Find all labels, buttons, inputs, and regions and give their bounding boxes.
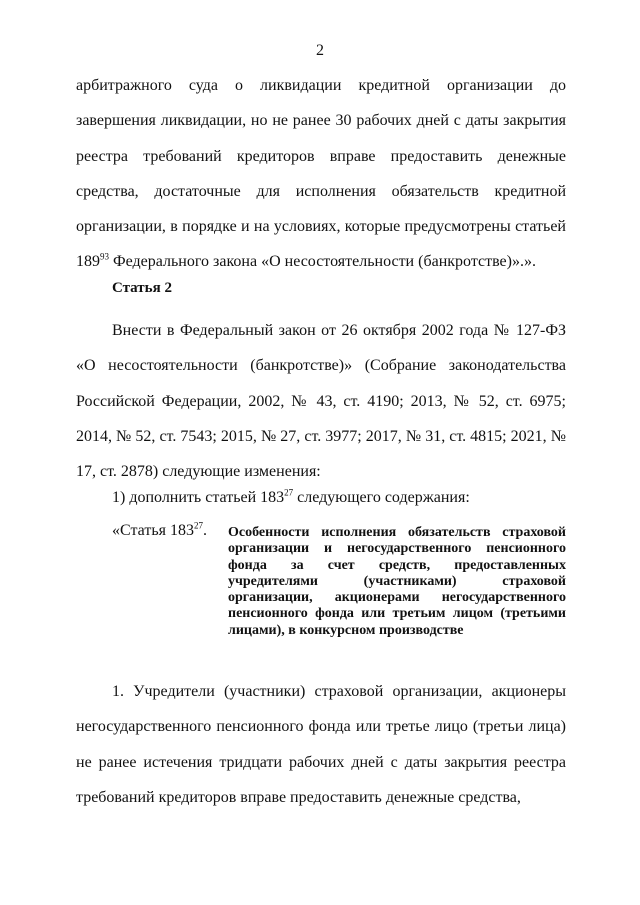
- new-article-label: [112, 522, 207, 540]
- new-article-label-text: «Статья 183: [112, 522, 194, 539]
- new-article-title: Особенности исполнения обязательств страховой организации и негосударственного пенсионного фонда за счет средств, предоставленных учредителями (участниками) страховой организации, акционерами негосударственного пенсионного фонда или третьим лицом (третьими лицами), в конкурсном производстве: [228, 525, 566, 638]
- paragraph-add-article-tail: следующего содержания:: [293, 489, 470, 506]
- new-article-label-superscript: 27: [193, 520, 203, 531]
- paragraph-continuation-tail: Федерального закона «О несостоятельности (банкротстве)».».: [109, 253, 536, 271]
- paragraph-add-article: [76, 480, 566, 515]
- page-number: 2: [316, 42, 324, 59]
- new-article-label-tail: .: [202, 522, 207, 539]
- article-heading: Статья 2: [112, 280, 172, 296]
- paragraph-continuation-superscript: 93: [100, 252, 109, 263]
- paragraph-continuation-text: арбитражного суда о ликвидации кредитной организации до завершения ликвидации, но не ранее 30 рабочих дней с даты закрытия реестра требований кредиторов вправе предоставить денежные средства, достаточные для исполнения обязательств кредитной организации, в порядке и на условиях, которые предусмотрены статьей 189: [76, 77, 566, 271]
- paragraph-continuation: [76, 68, 566, 280]
- paragraph-add-article-superscript: 27: [284, 487, 294, 498]
- paragraph-amendment-intro: Внести в Федеральный закон от 26 октября 2002 года № 127-ФЗ «О несостоятельности (банкротстве)» (Собрание законодательства Российской Федерации, 2002, № 43, ст. 4190; 2013, № 52, ст. 6975; 2014, № 52, ст. 7543; 2015, № 27, ст. 3977; 2017, № 31, ст. 4815; 2021, № 17, ст. 2878) следующие изменения:: [76, 322, 566, 481]
- paragraph-add-article-text: 1) дополнить статьей 183: [112, 489, 285, 506]
- paragraph-article-point-1: 1. Учредители (участники) страховой организации, акционеры негосударственного пенсионного фонда или третье лицо (третьи лица) не ранее истечения тридцати рабочих дней с даты закрытия реестра требований кредиторов вправе предоставить денежные средства,: [76, 683, 566, 806]
